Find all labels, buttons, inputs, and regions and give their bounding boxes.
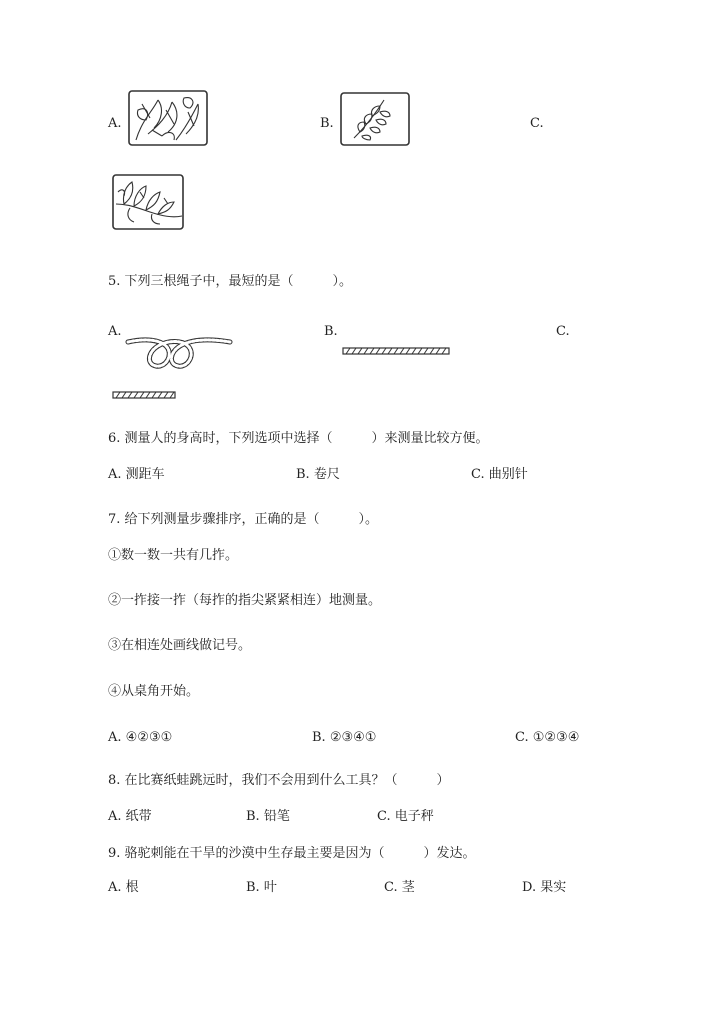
q7-question: 7. 给下列测量步骤排序，正确的是（ ）。 (108, 512, 379, 527)
q9-option-a: A. 根 (108, 880, 139, 895)
q6-option-b: B. 卷尺 (296, 467, 340, 482)
q8-question: 8. 在比赛纸蛙跳远时，我们不会用到什么工具？（ ） (108, 773, 450, 788)
leafy-branch-picture (112, 174, 184, 230)
q6-option-a: A. 测距车 (108, 467, 165, 482)
q8-option-a: A. 纸带 (108, 809, 152, 824)
long-straight-rope-picture (342, 346, 450, 356)
q6-question: 6. 测量人的身高时，下列选项中选择（ ）来测量比较方便。 (108, 431, 489, 446)
q7-step-3: ③在相连处画线做记号。 (108, 638, 252, 653)
q4-option-a-label: A. (108, 116, 122, 131)
q5-question: 5. 下列三根绳子中，最短的是（ ）。 (108, 274, 353, 289)
q9-question: 9. 骆驼刺能在干旱的沙漠中生存最主要是因为（ ）发达。 (108, 846, 476, 861)
q5-option-b-label: B. (324, 324, 338, 339)
willow-branch-picture (340, 92, 410, 146)
q9-option-b: B. 叶 (246, 880, 277, 895)
looped-rope-picture (126, 332, 234, 372)
q7-option-b: B. ②③④① (312, 730, 377, 745)
q7-step-1: ①数一数一共有几拃。 (108, 548, 239, 563)
q8-option-c: C. 电子秤 (377, 809, 434, 824)
q4-option-c-label: C. (530, 116, 544, 131)
dense-leaves-picture (128, 90, 208, 146)
q9-option-d: D. 果实 (522, 880, 567, 895)
q4-option-b-label: B. (320, 116, 334, 131)
q5-option-a-label: A. (108, 324, 122, 339)
q7-step-4: ④从桌角开始。 (108, 684, 200, 699)
q6-option-c: C. 曲别针 (471, 467, 528, 482)
q7-option-c: C. ①②③④ (515, 730, 580, 745)
q8-option-b: B. 铅笔 (246, 809, 290, 824)
q7-option-a: A. ④②③① (108, 730, 173, 745)
short-straight-rope-picture (112, 390, 176, 400)
q5-option-c-label: C. (556, 324, 570, 339)
q7-step-2: ②一拃接一拃（每拃的指尖紧紧相连）地测量。 (108, 593, 382, 608)
q9-option-c: C. 茎 (384, 880, 415, 895)
